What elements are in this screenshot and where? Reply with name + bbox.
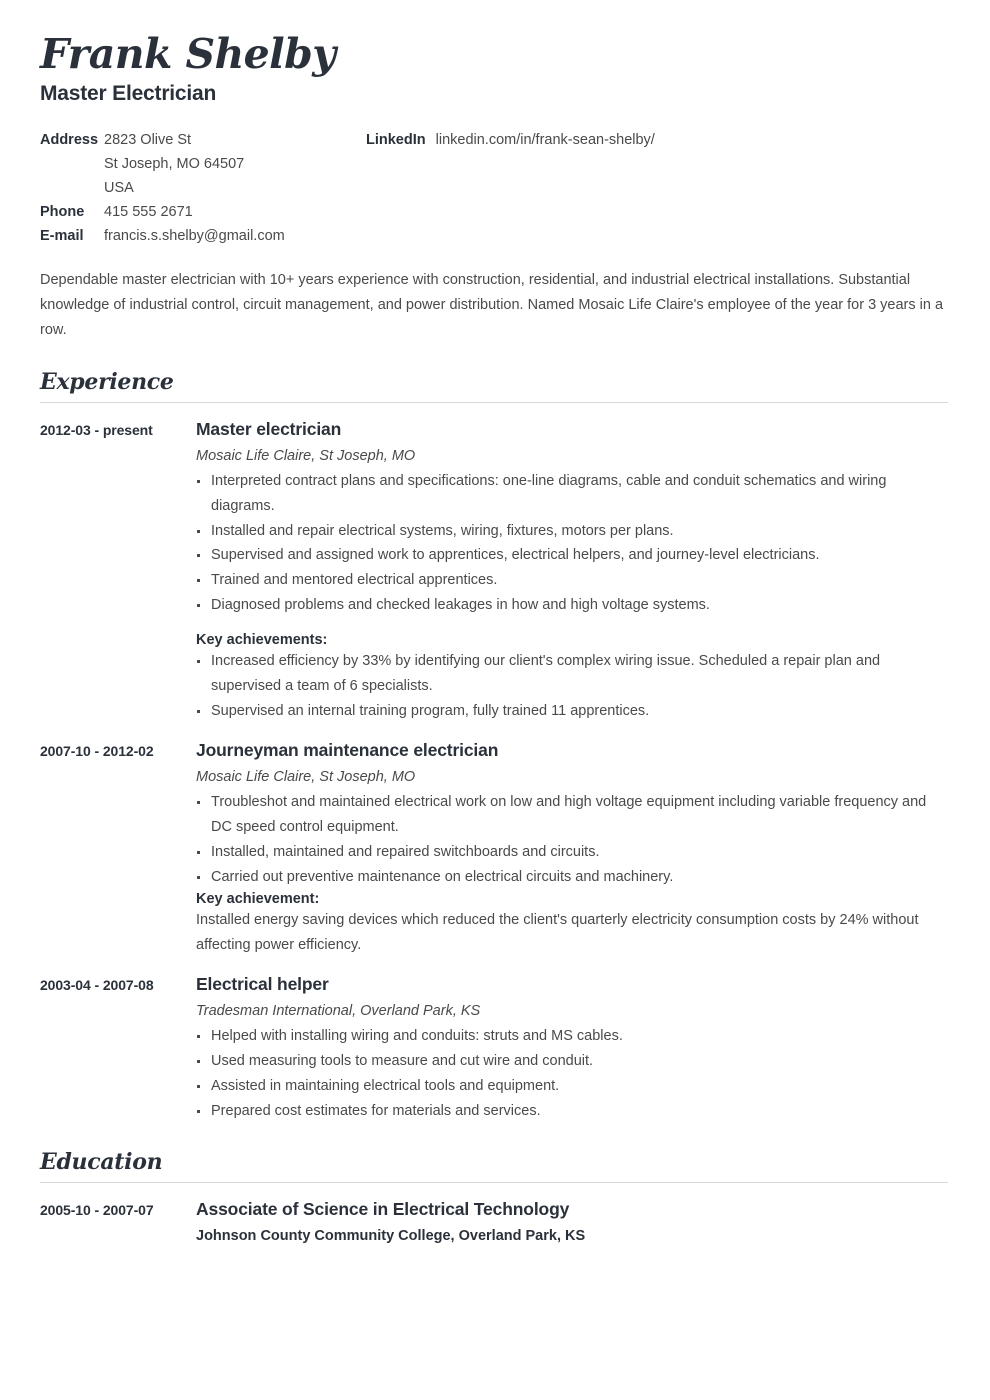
experience-entry xyxy=(40,740,948,958)
entry-bullet-list xyxy=(196,469,948,619)
entry-body xyxy=(196,740,948,958)
phone-value: 415 555 2671 xyxy=(104,203,193,220)
entry-organization: Mosaic Life Claire, St Joseph, MO xyxy=(196,769,416,786)
section-title-education: Education xyxy=(40,1149,163,1176)
section-experience xyxy=(40,369,948,1124)
resume-header xyxy=(40,30,948,106)
address-value xyxy=(94,132,244,196)
achievement-item: Increased efficiency by 33% by identifying our client's complex wiring issue. Scheduled a repair plan and supervised a team of 6 specialists. xyxy=(196,649,948,699)
email-value[interactable]: francis.s.shelby@gmail.com xyxy=(104,227,285,244)
entry-bullet-list xyxy=(196,1024,948,1124)
bullet-item: Used measuring tools to measure and cut wire and conduit. xyxy=(196,1049,948,1074)
entry-title: Master electrician xyxy=(196,418,342,439)
experience-entry xyxy=(40,974,948,1124)
bullet-item: Installed, maintained and repaired switchboards and circuits. xyxy=(196,840,948,865)
entry-body xyxy=(196,419,948,724)
entry-title: Journeyman maintenance electrician xyxy=(196,740,499,761)
candidate-name: Frank Shelby xyxy=(40,30,336,78)
section-education xyxy=(40,1149,948,1249)
entry-dates: 2007-10 - 2012-02 xyxy=(40,743,154,760)
experience-entry xyxy=(40,419,948,724)
contact-details xyxy=(40,132,948,244)
contact-row-linkedin xyxy=(366,132,655,148)
bullet-item: Helped with installing wiring and conduits: struts and MS cables. xyxy=(196,1024,948,1049)
contact-row-phone xyxy=(40,204,948,220)
contact-row-email xyxy=(40,228,948,244)
address-line-3: USA xyxy=(104,179,134,196)
entry-organization: Tradesman International, Overland Park, KS xyxy=(196,1002,481,1019)
section-divider-experience xyxy=(40,402,948,403)
bullet-item: Trained and mentored electrical apprentices. xyxy=(196,568,948,593)
bullet-item: Prepared cost estimates for materials and services. xyxy=(196,1099,948,1124)
entry-bullet-list xyxy=(196,790,948,890)
key-achievements-label: Key achievements: xyxy=(196,632,328,649)
education-entry xyxy=(40,1199,948,1249)
bullet-item: Carried out preventive maintenance on electrical circuits and machinery. xyxy=(196,865,948,890)
phone-label: Phone xyxy=(40,203,85,220)
linkedin-label: LinkedIn xyxy=(366,131,426,148)
entry-body xyxy=(196,1199,948,1249)
section-divider-education xyxy=(40,1182,948,1183)
entry-dates: 2003-04 - 2007-08 xyxy=(40,976,154,993)
achievement-item: Supervised an internal training program, fully trained 11 apprentices. xyxy=(196,699,948,724)
bullet-item: Installed and repair electrical systems, wiring, fixtures, motors per plans. xyxy=(196,519,948,544)
entry-dates: 2005-10 - 2007-07 xyxy=(40,1202,154,1219)
candidate-job-title: Master Electrician xyxy=(40,81,217,105)
key-achievement-text: Installed energy saving devices which reduced the client's quarterly electricity consumption costs by 24% without affecting power efficiency. xyxy=(196,911,919,953)
key-achievement-label: Key achievement: xyxy=(196,890,320,907)
bullet-item: Diagnosed problems and checked leakages in how and high voltage systems. xyxy=(196,593,948,618)
entry-dates: 2012-03 - present xyxy=(40,421,153,438)
professional-summary: Dependable master electrician with 10+ years experience with construction, residential, and industrial electrical installations. Substantial knowledge of industrial control, circuit management, and power distribution. Named Mosaic Life Claire's employee of the year for 3 years in a row. xyxy=(40,271,944,338)
address-line-2: St Joseph, MO 64507 xyxy=(104,155,245,172)
address-line-1: 2823 Olive St xyxy=(104,131,192,148)
address-label: Address xyxy=(40,131,99,148)
entry-title: Electrical helper xyxy=(196,973,329,994)
entry-organization: Johnson County Community College, Overland Park, KS xyxy=(196,1228,586,1245)
entry-organization: Mosaic Life Claire, St Joseph, MO xyxy=(196,447,416,464)
bullet-item: Assisted in maintaining electrical tools and equipment. xyxy=(196,1074,948,1099)
bullet-item: Troubleshot and maintained electrical work on low and high voltage equipment including variable frequency and DC speed control equipment. xyxy=(196,790,948,840)
key-achievements-list xyxy=(196,649,948,724)
section-title-experience: Experience xyxy=(40,368,174,395)
linkedin-value[interactable]: linkedin.com/in/frank-sean-shelby/ xyxy=(435,131,655,148)
entry-body xyxy=(196,974,948,1124)
entry-title: Associate of Science in Electrical Technology xyxy=(196,1199,570,1220)
email-label: E-mail xyxy=(40,227,84,244)
bullet-item: Supervised and assigned work to apprentices, electrical helpers, and journey-level electricians. xyxy=(196,543,948,568)
bullet-item: Interpreted contract plans and specifications: one-line diagrams, cable and conduit schematics and wiring diagrams. xyxy=(196,469,948,519)
